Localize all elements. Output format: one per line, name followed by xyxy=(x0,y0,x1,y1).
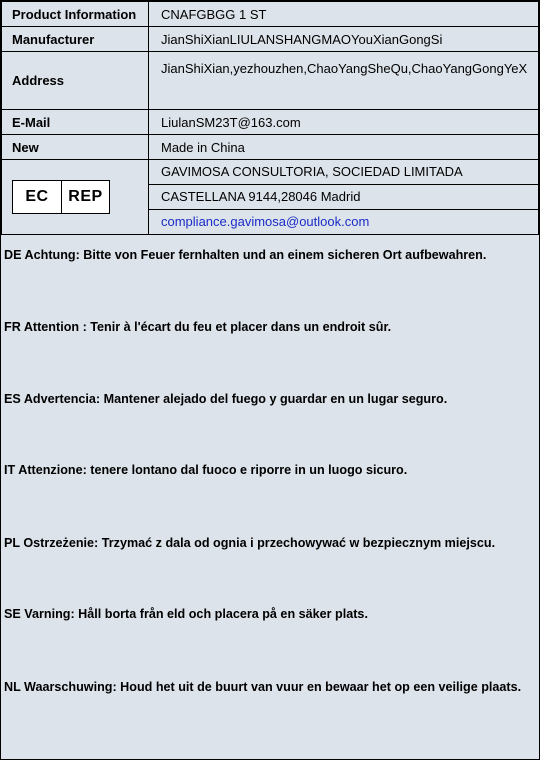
product-info-label: Product Information xyxy=(2,2,149,27)
address-value: JianShiXian,yezhouzhen,ChaoYangSheQu,ChaoYangGongYeX xyxy=(149,52,539,110)
rep-email-link[interactable]: compliance.gavimosa@outlook.com xyxy=(161,214,370,229)
product-info-table xyxy=(1,1,539,235)
ec-rep-icon xyxy=(12,180,110,214)
eu-rep-row xyxy=(2,160,539,235)
rep-address: CASTELLANA 9144,28046 Madrid xyxy=(149,185,538,210)
new-label: New xyxy=(2,135,149,160)
warning-de: DE Achtung: Bitte von Feuer fernhalten und an einem sicheren Ort aufbewahren. xyxy=(4,248,487,262)
warning-es: ES Advertencia: Mantener alejado del fuego y guardar en un lugar seguro. xyxy=(4,392,448,406)
table-row xyxy=(2,135,539,160)
warning-se: SE Varning: Håll borta från eld och placera på en säker plats. xyxy=(4,607,368,621)
email-value: LiulanSM23T@163.com xyxy=(149,110,539,135)
table-row xyxy=(2,27,539,52)
rep-company: GAVIMOSA CONSULTORIA, SOCIEDAD LIMITADA xyxy=(149,160,538,185)
rep-email-row xyxy=(149,210,538,234)
address-label: Address xyxy=(2,52,149,110)
manufacturer-label: Manufacturer xyxy=(2,27,149,52)
rep-text: REP xyxy=(68,188,103,205)
table-row xyxy=(2,52,539,110)
ec-rep-logo-cell xyxy=(2,160,149,235)
ec-text: EC xyxy=(13,181,62,213)
table-row xyxy=(2,110,539,135)
new-value: Made in China xyxy=(149,135,539,160)
warning-nl: NL Waarschuwing: Houd het uit de buurt van vuur en bewaar het op een veilige plaats. xyxy=(4,680,522,694)
eu-rep-details xyxy=(149,160,539,235)
product-info-value: CNAFGBGG 1 ST xyxy=(149,2,539,27)
warning-pl: PL Ostrzeżenie: Trzymać z dala od ognia i przechowywać w bezpiecznym miejscu. xyxy=(4,536,496,550)
email-label: E-Mail xyxy=(2,110,149,135)
warning-fr: FR Attention : Tenir à l'écart du feu et placer dans un endroit sûr. xyxy=(4,320,392,334)
manufacturer-value: JianShiXianLIULANSHANGMAOYouXianGongSi xyxy=(149,27,539,52)
table-row xyxy=(2,2,539,27)
warning-it: IT Attenzione: tenere lontano dal fuoco e riporre in un luogo sicuro. xyxy=(4,463,408,477)
